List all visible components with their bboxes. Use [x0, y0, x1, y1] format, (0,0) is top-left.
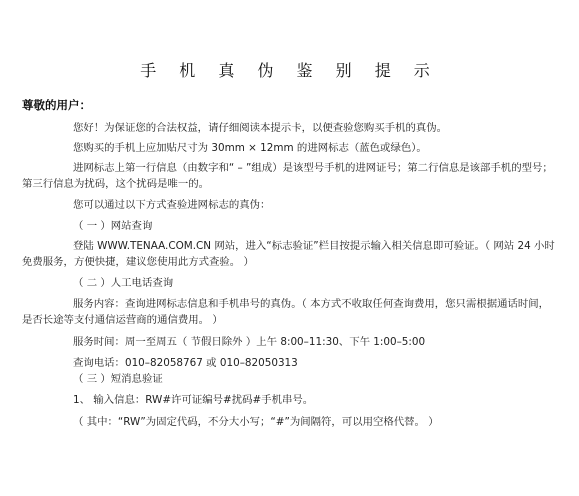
paragraph-label-size: 您购买的手机上应加贴尺寸为 30mm × 12mm 的进网标志（蓝色或绿色）。 [73, 142, 427, 154]
greeting: 尊敬的用户： [22, 98, 91, 112]
section-website-text: 登陆 WWW.TENAA.COM.CN 网站，进入“标志验证”栏目按提示输入相关信息即可验证。（ 网站 24 小时免费服务，方便快捷，建议您使用此方式查验。 ） [22, 240, 555, 268]
section-sms-note: （ 其中：“RW”为固定代码，不分大小写；“#”为间隔符，可以用空格代替。 ） [73, 416, 439, 428]
page-title: 手 机 真 伪 鉴 别 提 示 [140, 61, 439, 80]
section-website-heading: （ 一 ）网站查询 [73, 220, 153, 232]
section-phone-heading: （ 二 ）人工电话查询 [73, 277, 174, 289]
section-phone-content: 服务内容：查询进网标志信息和手机串号的真伪。（ 本方式不收取任何查询费用，您只需根据通话时间，是否长途等支付通信运营商的通信费用。 ） [22, 298, 550, 326]
section-phone-number: 查询电话：010–82058767 或 010–82050313 [73, 357, 298, 369]
section-phone-hours: 服务时间：周一至周五（ 节假日除外 ）上午 8:00–11:30、下午 1:00–5:00 [73, 336, 426, 348]
section-sms-heading: （ 三 ）短消息验证 [73, 373, 163, 385]
paragraph-intro: 您好！为保证您的合法权益，请仔细阅读本提示卡，以便查验您购买手机的真伪。 [73, 122, 448, 134]
paragraph-label-info: 进网标志上第一行信息（由数字和“ – ”组成）是该型号手机的进网证号；第二行信息是该部手机的型号；第三行信息为扰码，这个扰码是唯一的。 [22, 162, 553, 190]
paragraph-methods-intro: 您可以通过以下方式查验进网标志的真伪： [73, 199, 271, 211]
section-sms-step1: 1、 输入信息：RW#许可证编号#扰码#手机串号。 [73, 394, 314, 406]
